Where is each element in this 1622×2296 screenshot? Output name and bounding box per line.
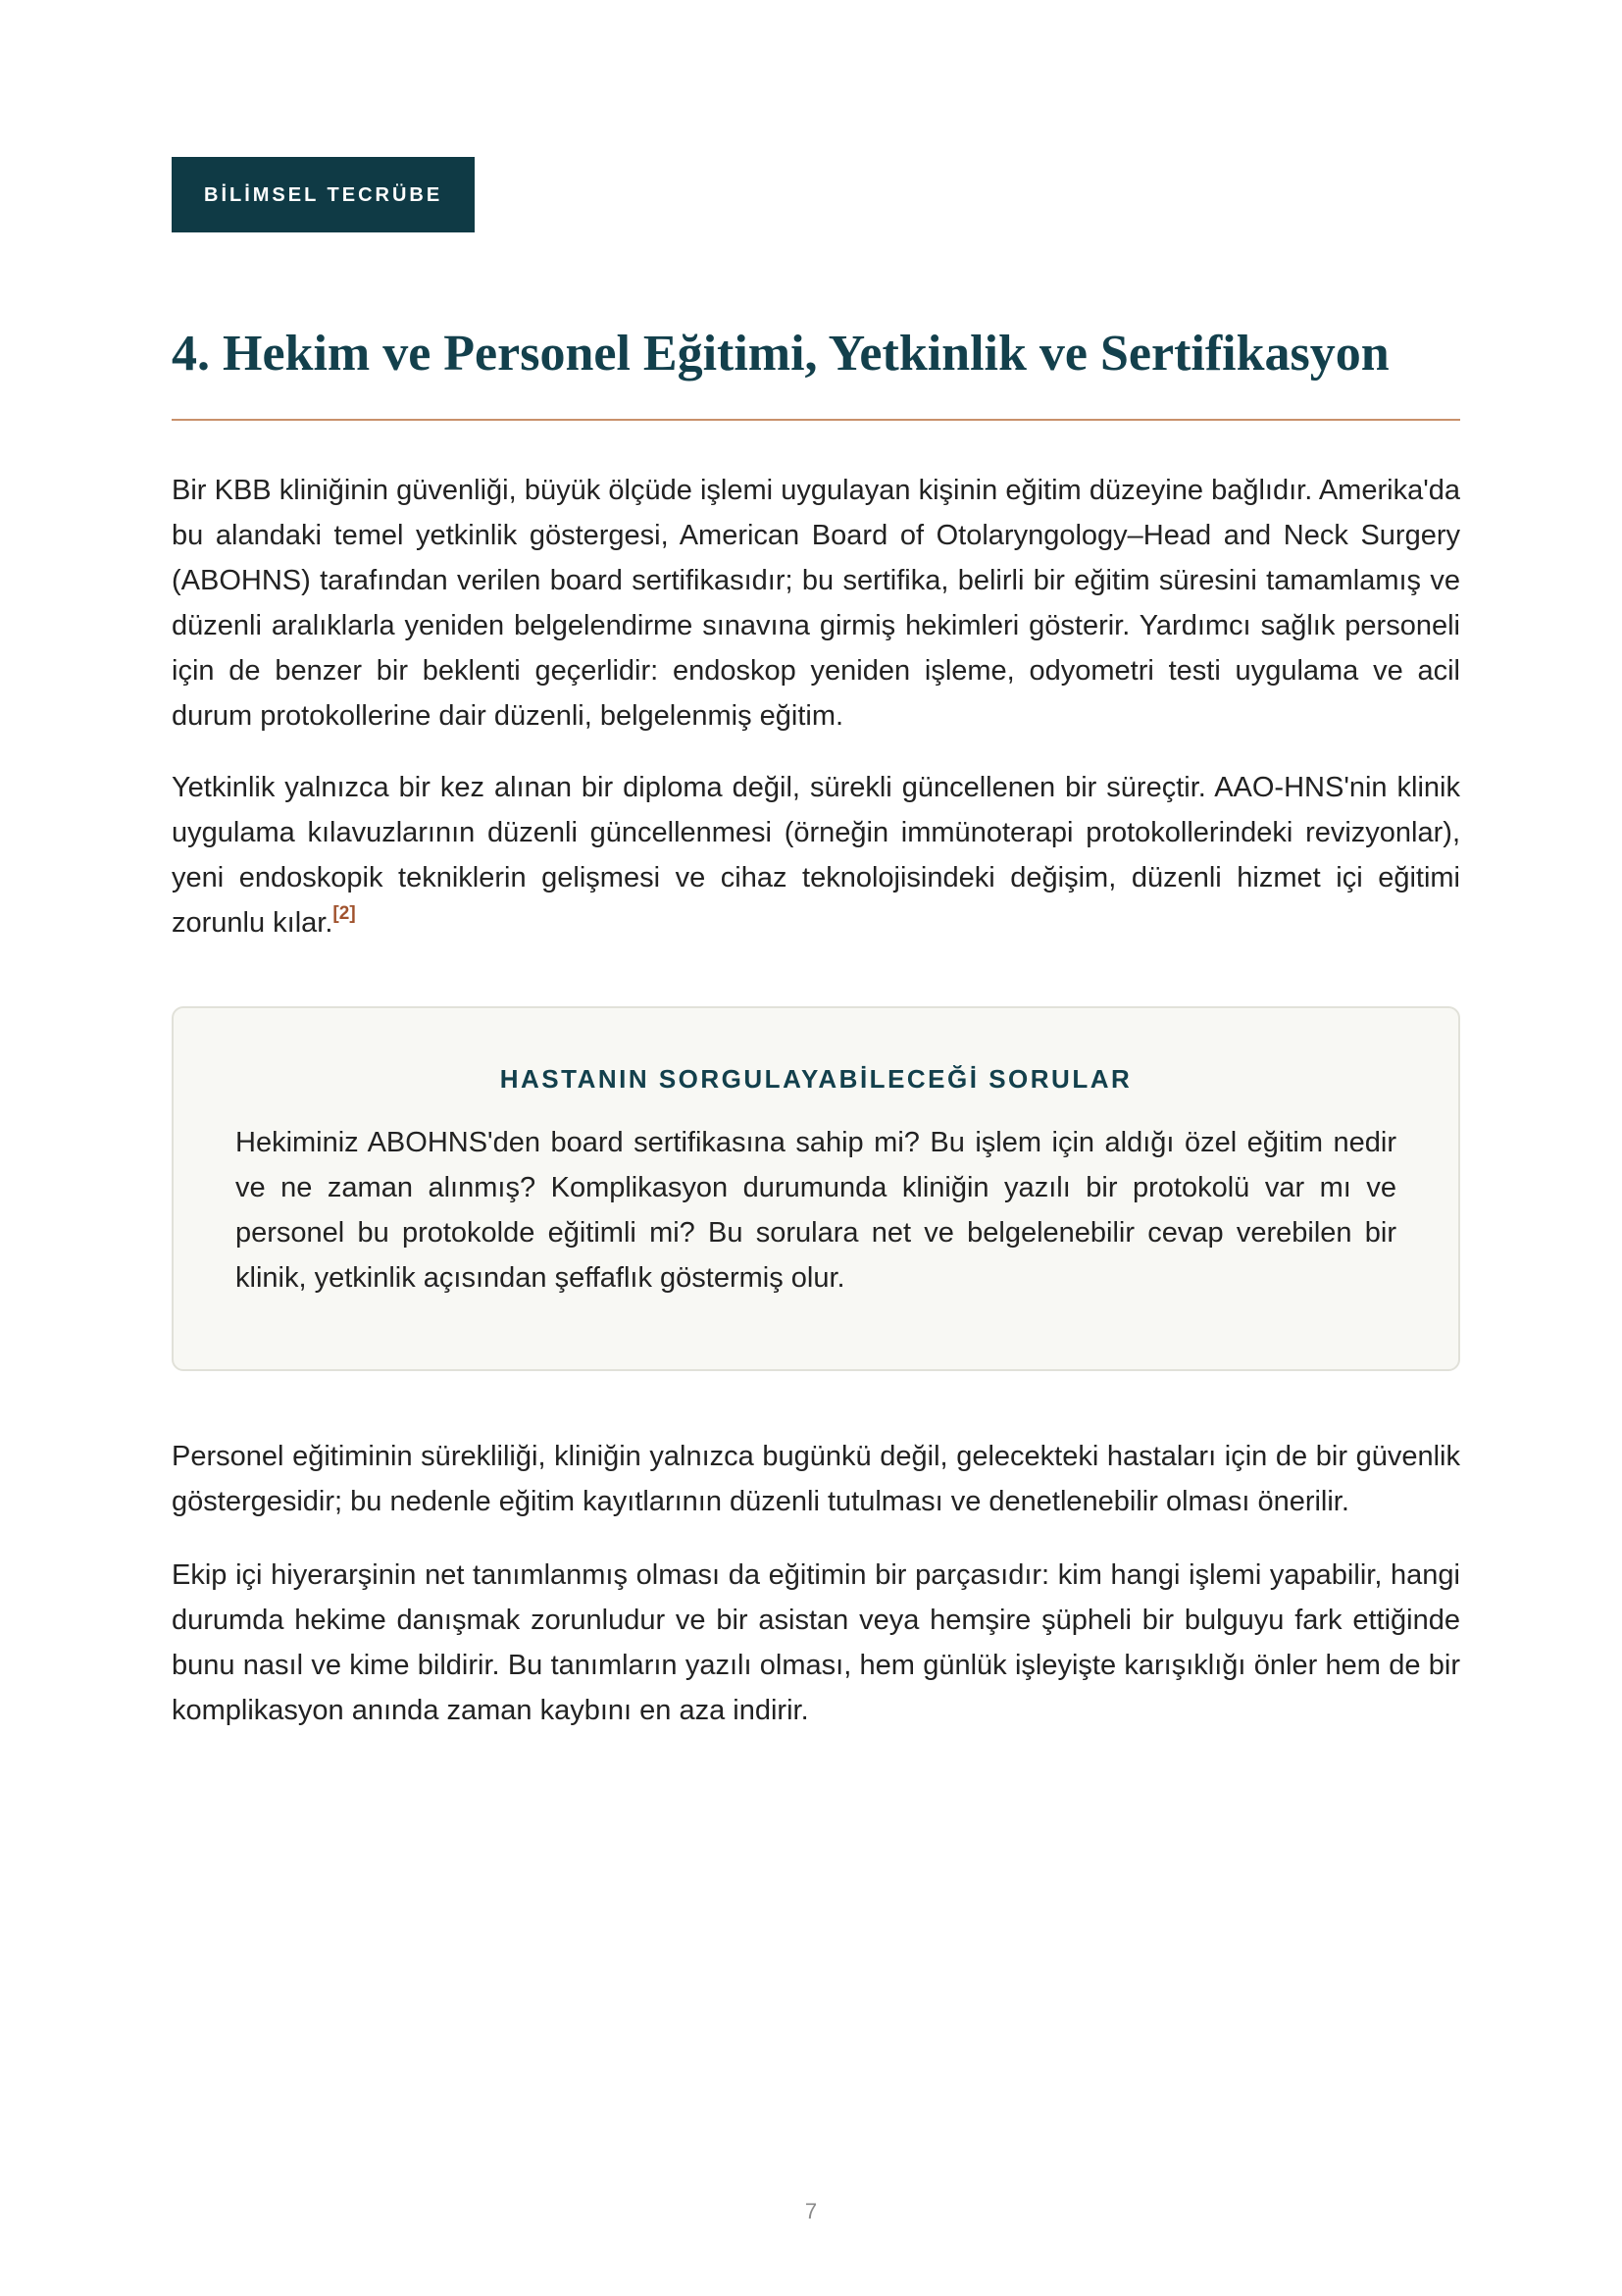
page-number: 7 xyxy=(804,2199,818,2223)
callout-title: HASTANIN SORGULAYABİLECEĞİ SORULAR xyxy=(499,1064,1133,1094)
callout-text: Hekiminiz ABOHNS'den board sertifikasına sahip mi? Bu işlem için aldığı özel eğitim nedir ve ne zaman alınmış? Komplikasyon durumunda kliniğin yazılı bir protokolü var mı ve personel bu protokolde eğitimli mi? Bu sorulara net ve belgelenebilir cevap verebilen bir klinik, yetkinlik açısından şeffaflık göstermiş olur. xyxy=(235,1127,1396,1294)
paragraph-2 xyxy=(172,765,1460,945)
paragraph-2-text: Yetkinlik yalnızca bir kez alınan bir diploma değil, sürekli güncellenen bir süreçtir. AAO-HNS'nin klinik uygulama kılavuzlarının düzenli güncellenmesi (örneğin immünoterapi protokollerindeki revizyonlar), yeni endoskopik tekniklerin gelişmesi ve cihaz teknolojisindeki değişim, düzenli hizmet içi eğitimi zorunlu kılar. xyxy=(172,772,1460,939)
citation-link[interactable]: [2] xyxy=(332,903,356,925)
patient-questions-callout xyxy=(172,1006,1460,1371)
document-page xyxy=(172,157,1460,1733)
paragraph-4: Ekip içi hiyerarşinin net tanımlanmış olması da eğitimin bir parçasıdır: kim hangi işlemi yapabilir, hangi durumda hekime danışmak zorunludur ve bir asistan veya hemşire şüpheli bir bulguyu fark ettiğinde bunu nasıl ve kime bildirir. Bu tanımların yazılı olması, hem günlük işleyişte karışıklığı önler hem de bir komplikasyon anında zaman kaybını en aza indirir. xyxy=(172,1559,1460,1726)
section-tag: BİLİMSEL TECRÜBE xyxy=(172,157,475,232)
page-title: 4. Hekim ve Personel Eğitimi, Yetkinlik ve Sertifikasyon xyxy=(172,326,1390,382)
paragraph-3: Personel eğitiminin sürekliliği, kliniğin yalnızca bugünkü değil, gelecekteki hastaları için de bir güvenlik göstergesidir; bu nedenle eğitim kayıtlarının düzenli tutulması ve denetlenebilir olması önerilir. xyxy=(172,1441,1460,1517)
paragraph-1: Bir KBB kliniğinin güvenliği, büyük ölçüde işlemi uygulayan kişinin eğitim düzeyine bağlıdır. Amerika'da bu alandaki temel yetkinlik göstergesi, American Board of Otolaryngology–Head and Neck Surgery (ABOHNS) tarafından verilen board sertifikasıdır; bu sertifika, belirli bir eğitim süresini tamamlamış ve düzenli aralıklarla yeniden belgelendirme sınavına girmiş hekimleri gösterir. Yardımcı sağlık personeli için de benzer bir beklenti geçerlidir: endoskop yeniden işleme, odyometri testi uygulama ve acil durum protokollerine dair düzenli, belgelenmiş eğitim. xyxy=(172,475,1460,732)
title-divider xyxy=(172,419,1460,421)
